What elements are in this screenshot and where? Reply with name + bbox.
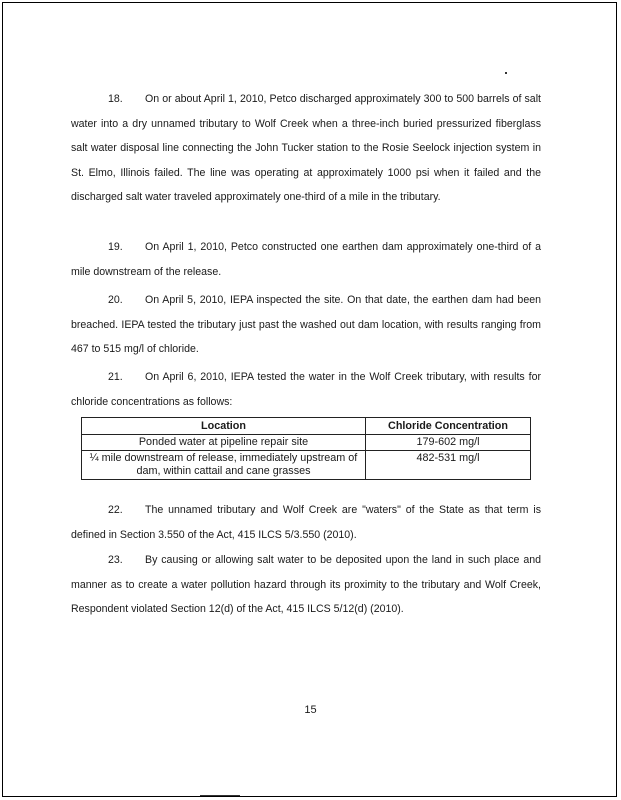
- paragraph-21: [71, 365, 541, 414]
- paragraph-text: On April 1, 2010, Petco constructed one earthen dam approximately one-third of a mile downstream of the release.: [71, 241, 541, 278]
- paragraph-number: 22.: [108, 504, 123, 516]
- table-header-row: [82, 418, 531, 435]
- table-cell-concentration: 482-531 mg/l: [366, 451, 531, 480]
- chloride-table: [81, 417, 531, 480]
- paragraph-23: [71, 548, 541, 622]
- paragraph-text: On April 6, 2010, IEPA tested the water in the Wolf Creek tributary, with results for chloride concentrations as follows:: [71, 371, 541, 408]
- table-cell-location: Ponded water at pipeline repair site: [82, 435, 366, 451]
- table-header-concentration: Chloride Concentration: [366, 418, 531, 435]
- scan-artifact: [505, 72, 507, 74]
- paragraph-20: [71, 288, 541, 362]
- page-number: 15: [304, 704, 317, 716]
- paragraph-number: 20.: [108, 294, 123, 306]
- paragraph-22: [71, 498, 541, 547]
- paragraph-18: [71, 87, 541, 210]
- table-row: [82, 451, 531, 480]
- paragraph-number: 21.: [108, 371, 123, 383]
- paragraph-number: 18.: [108, 93, 123, 105]
- paragraph-text: On or about April 1, 2010, Petco discharged approximately 300 to 500 barrels of salt water into a dry unnamed tributary to Wolf Creek when a three-inch buried pressurized fiberglass salt water disposal line connecting the John Tucker station to the Rosie Seelock injection system in St. Elmo, Illinois failed. The line was operating at approximately 1000 psi when it failed and the discharged salt water traveled approximately one-third of a mile in the tributary.: [71, 93, 541, 203]
- paragraph-19: [71, 235, 541, 284]
- paragraph-text: On April 5, 2010, IEPA inspected the site. On that date, the earthen dam had been breached. IEPA tested the tributary just past the washed out dam location, with results ranging from 467 to 515 mg/l of chloride.: [71, 294, 541, 355]
- paragraph-number: 23.: [108, 554, 123, 566]
- table-cell-concentration: 179-602 mg/l: [366, 435, 531, 451]
- paragraph-text: The unnamed tributary and Wolf Creek are "waters" of the State as that term is defined in Section 3.550 of the Act, 415 ILCS 5/3.550 (2010).: [71, 504, 541, 541]
- table-header-location: Location: [82, 418, 366, 435]
- paragraph-number: 19.: [108, 241, 123, 253]
- scan-artifact: [200, 795, 240, 796]
- paragraph-text: By causing or allowing salt water to be deposited upon the land in such place and manner as to create a water pollution hazard through its proximity to the tributary and Wolf Creek, Respondent violated Section 12(d) of the Act, 415 ILCS 5/12(d) (2010).: [71, 554, 541, 615]
- table-cell-location: ¼ mile downstream of release, immediately upstream of dam, within cattail and cane grasses: [82, 451, 366, 480]
- table-row: [82, 435, 531, 451]
